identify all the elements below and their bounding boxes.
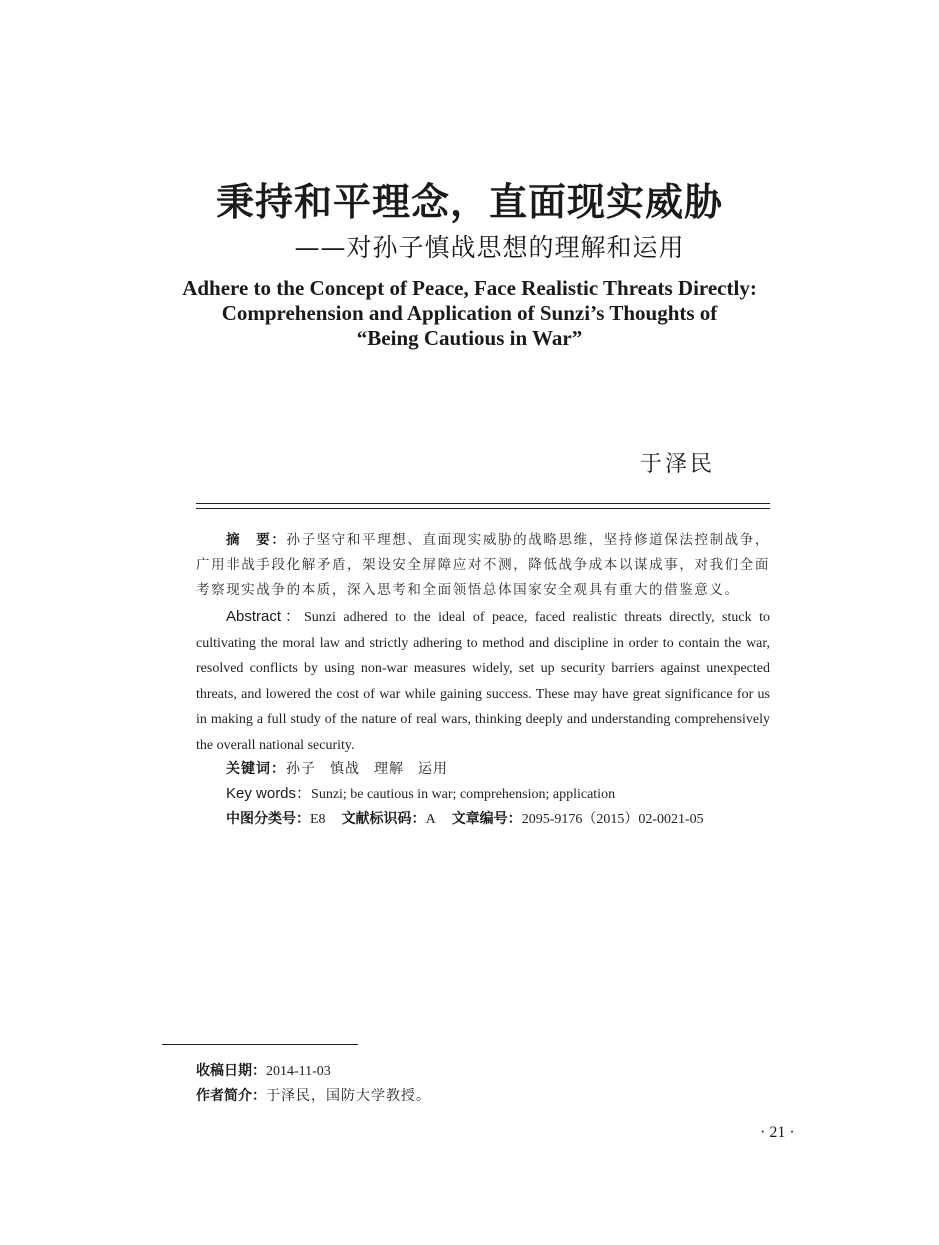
divider-rule-top	[196, 503, 770, 504]
title-english	[0, 276, 939, 351]
clc-label: 中图分类号：	[226, 811, 310, 827]
received-date-value: 2014-11-03	[266, 1064, 331, 1079]
footnote-received-date	[196, 1060, 331, 1083]
classification-line	[226, 807, 704, 832]
abstract-english-text: Sunzi adhered to the ideal of peace, faced realistic threats directly, stuck to cultivating the moral law and strictly adhering to method and discipline in order to contain the war, resolved conflicts by using non-war measures widely, set up security barriers against unexpected threats, and lowered the cost of war while gaining success. These may have great significance for us in making a full study of the nature of real wars, thinking deeply and understanding comprehensively the overall national security.	[196, 610, 770, 753]
keyword-item: 孙子	[286, 761, 316, 777]
page-number: · 21 ·	[760, 1124, 795, 1141]
subtitle-chinese: ——对孙子慎战思想的理解和运用	[294, 233, 685, 262]
keywords-english	[226, 782, 615, 807]
title-english-line: “Being Cautious in War”	[356, 326, 583, 350]
keywords-chinese	[226, 757, 448, 781]
divider-rule-bottom	[196, 508, 770, 509]
doc-code-label: 文献标识码：	[341, 811, 426, 827]
abstract-chinese-label: 摘 要：	[226, 532, 287, 548]
keywords-chinese-label: 关键词：	[226, 761, 286, 777]
keyword-item: 运用	[418, 761, 448, 777]
doc-code-value: A	[425, 812, 436, 827]
abstract-chinese	[196, 528, 770, 603]
author-name: 于泽民	[640, 452, 716, 477]
received-date-label: 收稿日期：	[196, 1063, 266, 1079]
footnote-author-bio	[196, 1085, 431, 1107]
keyword-item: 理解	[374, 761, 404, 777]
abstract-chinese-text: 孙子坚守和平理想、直面现实威胁的战略思维，坚持修道保法控制战争，广用非战手段化解矛盾，架设安全屏障应对不测，降低战争成本以谋成事，对我们全面考察现实战争的本质，深入思考和全面领悟总体国家安全观具有重大的借鉴意义。	[196, 532, 770, 598]
clc-value: E8	[310, 812, 326, 827]
article-number-label: 文章编号：	[451, 811, 522, 827]
title-chinese: 秉持和平理念，直面现实威胁	[215, 179, 723, 224]
footnote-rule	[162, 1044, 358, 1045]
keywords-english-label: Key words：	[226, 785, 312, 802]
title-english-line: Comprehension and Application of Sunzi’s Thoughts of	[221, 301, 718, 325]
article-number-value: 2095-9176（2015）02-0021-05	[521, 812, 704, 827]
title-english-line: Adhere to the Concept of Peace, Face Realistic Threats Directly:	[182, 276, 757, 300]
author-bio-label: 作者简介：	[196, 1088, 266, 1104]
keyword-item: 慎战	[330, 761, 360, 777]
author-bio-value: 于泽民，国防大学教授。	[266, 1088, 431, 1104]
abstract-english	[196, 604, 770, 758]
keywords-english-text: Sunzi; be cautious in war; comprehension; application	[311, 787, 616, 802]
abstract-english-label: Abstract：	[226, 608, 304, 625]
